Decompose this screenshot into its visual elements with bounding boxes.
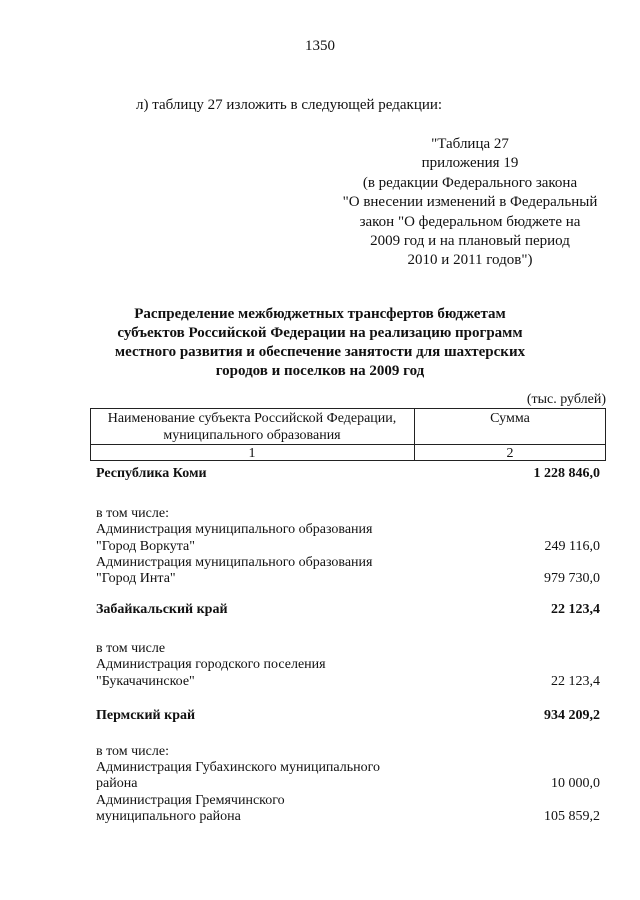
page-number: 1350 <box>305 38 335 54</box>
caption-line: "О внесении изменений в Федеральный <box>342 194 598 211</box>
caption-line: 2010 и 2011 годов") <box>407 252 533 269</box>
region-label: Забайкальский край <box>96 602 228 617</box>
table-header <box>90 408 606 461</box>
caption-line: "Таблица 27 <box>431 136 509 152</box>
region-sum: 934 209,2 <box>544 708 600 723</box>
row-label: Администрация городского поселения <box>96 657 326 672</box>
region-label: Республика Коми <box>96 466 207 481</box>
row-label: Администрация муниципального образования <box>96 522 373 537</box>
row-label: "Город Инта" <box>96 571 176 586</box>
header-col1-line: Наименование субъекта Российской Федерации, <box>107 411 397 426</box>
header-col2: Сумма <box>490 411 530 426</box>
row-label: Администрация Гремячинского <box>96 793 285 808</box>
title-line: городов и поселков на 2009 год <box>215 363 425 379</box>
row-label: муниципального района <box>96 809 241 824</box>
row-label: в том числе: <box>96 744 169 759</box>
row-label: "Букачачинское" <box>96 674 195 689</box>
row-label: в том числе <box>96 641 166 656</box>
row-sum: 22 123,4 <box>551 674 600 689</box>
header-right-border <box>605 408 606 461</box>
row-label: в том числе: <box>96 506 169 521</box>
header-col1-line: муниципального образования <box>163 428 341 443</box>
row-sum: 10 000,0 <box>551 776 600 791</box>
header-num2: 2 <box>506 446 514 461</box>
table-caption <box>320 135 620 271</box>
title-line: местного развития и обеспечение занятости для шахтерских <box>114 344 526 360</box>
intro-text: л) таблицу 27 изложить в следующей редакции: <box>136 97 443 113</box>
caption-line: закон "О федеральном бюджете на <box>359 213 581 230</box>
row-label: "Город Воркута" <box>96 539 195 554</box>
region-sum: 1 228 846,0 <box>533 466 600 481</box>
header-num1: 1 <box>248 446 256 461</box>
region-label: Пермский край <box>96 708 196 723</box>
document-title <box>60 305 580 381</box>
row-sum: 105 859,2 <box>544 809 600 824</box>
header-col1 <box>90 410 414 444</box>
region-sum: 22 123,4 <box>551 602 600 617</box>
caption-line: 2009 год и на плановый период <box>370 233 570 250</box>
row-sum: 249 116,0 <box>544 539 600 554</box>
title-line: Распределение межбюджетных трансфертов бюджетам <box>134 306 506 322</box>
header-top-border <box>90 408 606 409</box>
row-label: Администрация муниципального образования <box>96 555 373 570</box>
caption-line: (в редакции Федерального закона <box>362 174 578 191</box>
row-sum: 979 730,0 <box>544 571 600 586</box>
row-label: Администрация Губахинского муниципального <box>96 760 381 775</box>
row-label: района <box>96 776 138 791</box>
title-line: субъектов Российской Федерации на реализацию программ <box>117 325 523 341</box>
units-label: (тыс. рублей) <box>526 392 606 407</box>
caption-line: приложения 19 <box>421 155 519 172</box>
